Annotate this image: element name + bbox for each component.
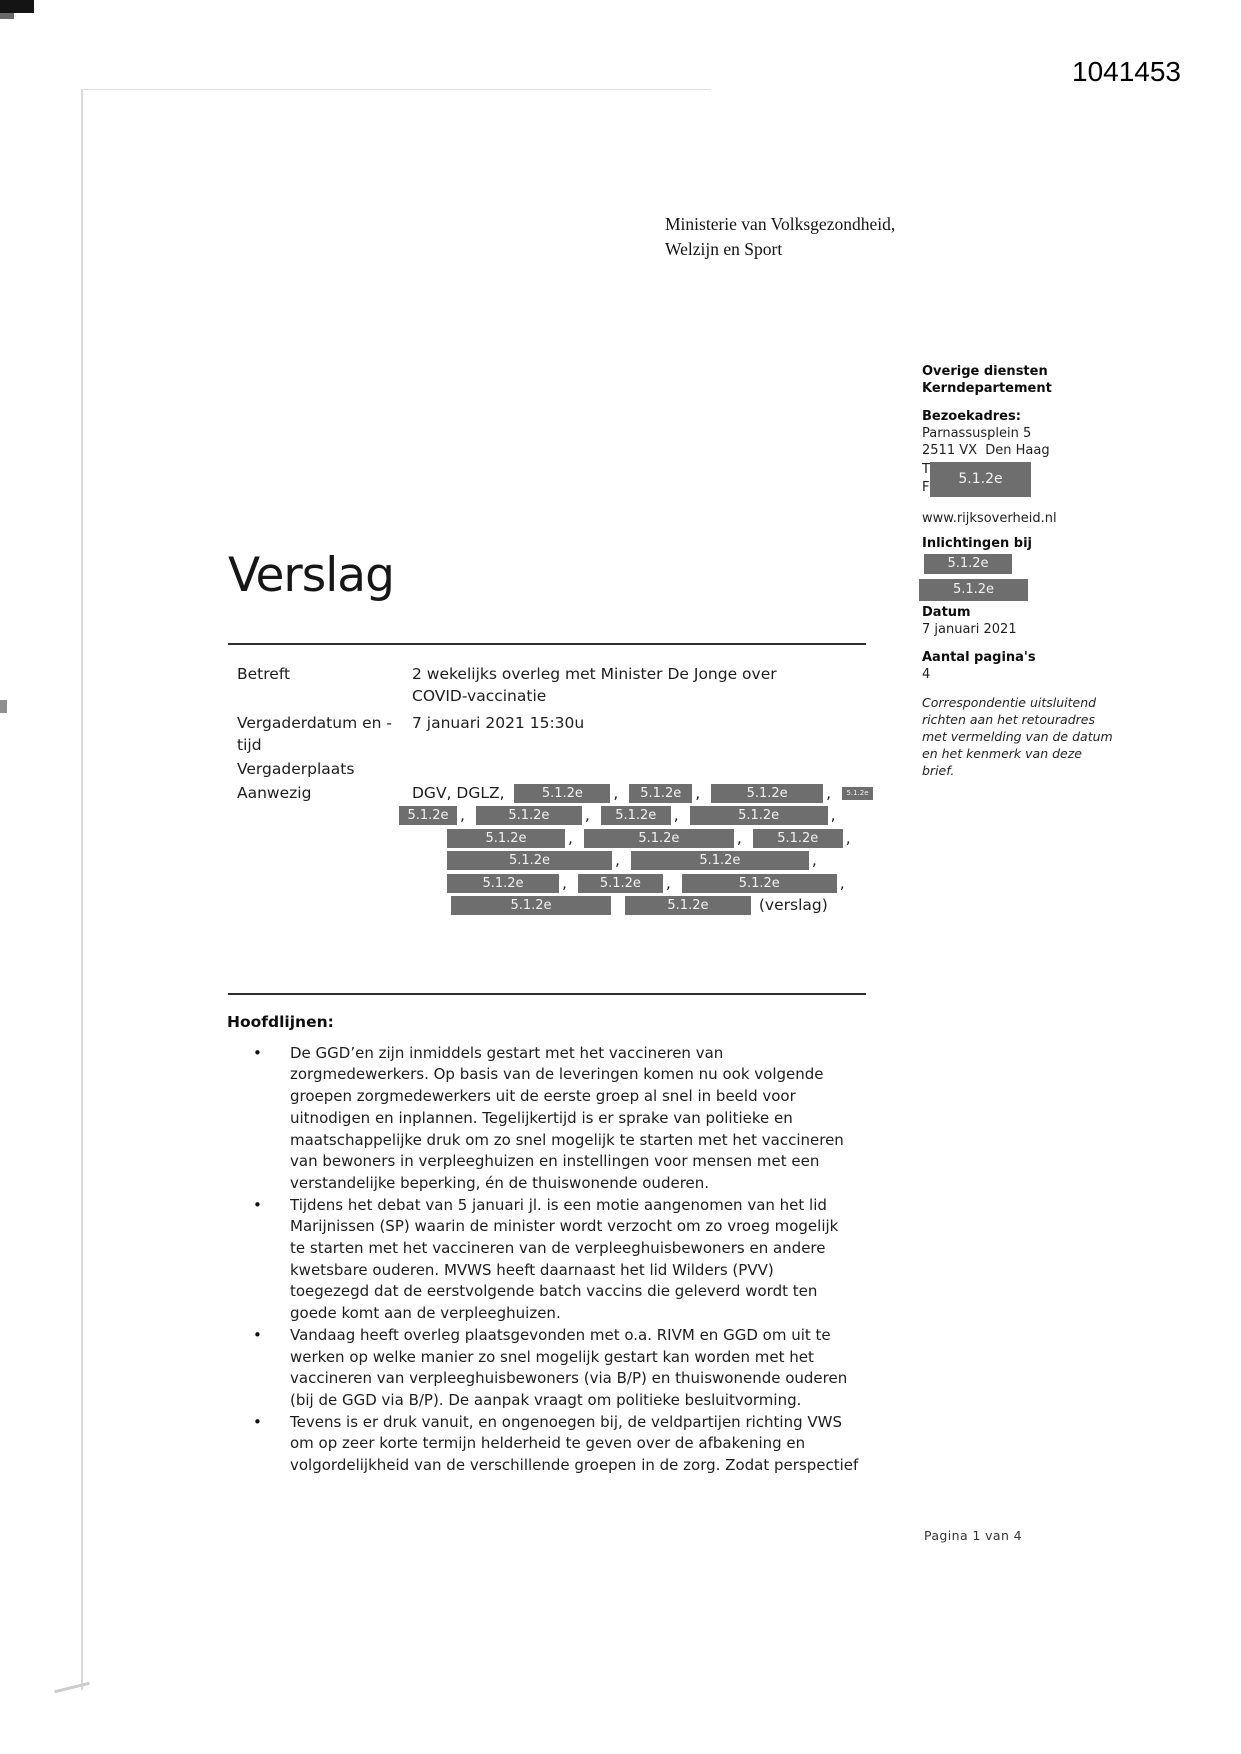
bullet-item: • De GGD’en zijn inmiddels gestart met het vaccineren van zorgmedewerkers. Op basis van de leveringen komen nu ook volgende groepen zorgmedewerkers uit de eerste groep al snel in beeld voor uitnodigen en inplannen. Tegelijkertijd is er sprake van politieke en maatschappelijke druk om zo snel mogelijk te starten met het vaccineren van bewoners in verpleeghuizen en instellingen voor mensen met een verstandelijke beperking, én de thuiswonende ouderen. (227, 1043, 892, 1195)
phone-fax-block (922, 461, 1140, 498)
redaction-box: 5.1.2e (919, 579, 1028, 601)
redaction-box: 5.1.2e (476, 806, 582, 825)
scan-artifact-corner (0, 0, 34, 13)
meta-row-datum (237, 712, 877, 756)
main-points-section (227, 1012, 892, 1477)
page-count-value: 4 (922, 667, 931, 682)
scan-artifact-mark (54, 1682, 90, 1694)
redaction-box: 5.1.2e (447, 851, 612, 870)
correspondence-note: Correspondentie uitsluitend richten aan het retouradres met vermelding van de datum en het kenmerk van deze brief. (922, 695, 1113, 778)
redaction-box: 5.1.2e (842, 787, 873, 800)
redaction-box: 5.1.2e (631, 851, 809, 870)
department-line: Overige diensten (922, 364, 1048, 379)
redaction-box: 5.1.2e (930, 462, 1031, 497)
redaction-box: 5.1.2e (924, 554, 1012, 574)
redaction-box: 5.1.2e (514, 784, 610, 803)
date-label: Datum (922, 605, 971, 620)
meeting-meta (237, 663, 877, 916)
redaction-box: 5.1.2e (584, 829, 734, 848)
divider-line (228, 643, 866, 645)
vergaderplaats-label: Vergaderplaats (237, 760, 355, 778)
redaction-box: 5.1.2e (447, 874, 559, 893)
scan-artifact-page-edge (81, 90, 83, 1690)
page-footer: Pagina 1 van 4 (924, 1528, 1023, 1543)
verslag-suffix: (verslag) (758, 896, 828, 915)
scan-artifact-mark (0, 700, 7, 713)
redaction-box: 5.1.2e (601, 806, 671, 825)
letterhead-sidebar (922, 363, 1140, 779)
redaction-box: 5.1.2e (451, 896, 611, 915)
aanwezig-label: Aanwezig (237, 784, 312, 802)
meta-row-betreft (237, 663, 877, 707)
redaction-box: 5.1.2e (578, 874, 663, 893)
bullet-item: • Tijdens het debat van 5 januari jl. is een motie aangenomen van het lid Marijnissen (SP) waarin de minister wordt verzocht om zo vroeg mogelijk te starten met het vaccineren van de verpleeghuisbewoners en andere kwetsbare ouderen. MVWS heeft daarnaast het lid Wilders (PVV) toegezegd dat de eerstvolgende batch vaccins die geleverd wordt ten goede komt aan de verpleeghuizen. (227, 1195, 892, 1325)
address-line: Parnassusplein 5 (922, 426, 1032, 441)
main-points-heading: Hoofdlijnen: (227, 1013, 334, 1031)
scan-artifact-corner (0, 13, 14, 19)
page-title: Verslag (228, 548, 394, 603)
address-line: 2511 VX Den Haag (922, 443, 1050, 458)
meta-row-aanwezig (237, 782, 877, 916)
fax-prefix: F (922, 479, 930, 495)
document-number: 1041453 (1072, 56, 1182, 87)
vergaderdatum-label: Vergaderdatum en - tijd (237, 714, 392, 754)
redaction-box: 5.1.2e (690, 806, 828, 825)
vergaderdatum-value: 7 januari 2021 15:30u (412, 714, 585, 732)
phone-prefix: T (922, 462, 930, 477)
ministry-line2: Welzijn en Sport (665, 239, 783, 259)
scan-artifact-page-edge (81, 89, 711, 90)
redaction-box: 5.1.2e (711, 784, 823, 803)
bullet-item: • Vandaag heeft overleg plaatsgevonden met o.a. RIVM en GGD om uit te werken op welke manier zo snel mogelijk gestart kan worden met het vaccineren van verpleeghuisbewoners (via B/P) en thuiswonende ouderen (bij de GGD via B/P). De aanpak vraagt om politieke besluitvorming. (227, 1325, 892, 1412)
divider-line (228, 993, 866, 995)
date-value: 7 januari 2021 (922, 622, 1017, 637)
bullet-item: • Tevens is er druk vanuit, en ongenoegen bij, de veldpartijen richting VWS om op zeer korte termijn helderheid te geven over de afbakening en volgordelijkheid van de verschillende groepen in de zorg. Zodat perspectief (227, 1412, 892, 1477)
attendees-prefix: DGV, DGLZ, (412, 784, 505, 802)
betreft-value: 2 wekelijks overleg met Minister De Jonge over COVID-vaccinatie (412, 665, 777, 705)
meta-row-plaats (237, 758, 877, 780)
ministry-wordmark (665, 212, 895, 262)
attendees-block: DGV, DGLZ, 5.1.2e , 5.1.2e , 5.1.2e , 5.1.2e 5.1.2e , 5.1.2e , 5.1.2e , 5.1.2e , 5.1.2e , 5.1.2e , 5.1.2e , 5.1.2e , 5.1.2e , 5.1.2e , 5.1.2e , 5.1.2e , 5.1.2e 5.1.2e (verslag) (412, 782, 877, 916)
redaction-box: 5.1.2e (629, 784, 692, 803)
page-count-label: Aantal pagina's (922, 650, 1036, 665)
inquiries-label: Inlichtingen bij (922, 536, 1033, 551)
department-line: Kerndepartement (922, 381, 1052, 396)
redaction-box: 5.1.2e (682, 874, 837, 893)
redaction-box: 5.1.2e (399, 806, 457, 825)
visit-address-label: Bezoekadres: (922, 409, 1021, 424)
betreft-label: Betreft (237, 665, 291, 683)
redaction-box: 5.1.2e (625, 896, 751, 915)
redaction-box: 5.1.2e (753, 829, 843, 848)
ministry-line1: Ministerie van Volksgezondheid, (665, 214, 896, 234)
website: www.rijksoverheid.nl (922, 511, 1057, 526)
bullet-list (227, 1043, 892, 1477)
redaction-box: 5.1.2e (447, 829, 565, 848)
